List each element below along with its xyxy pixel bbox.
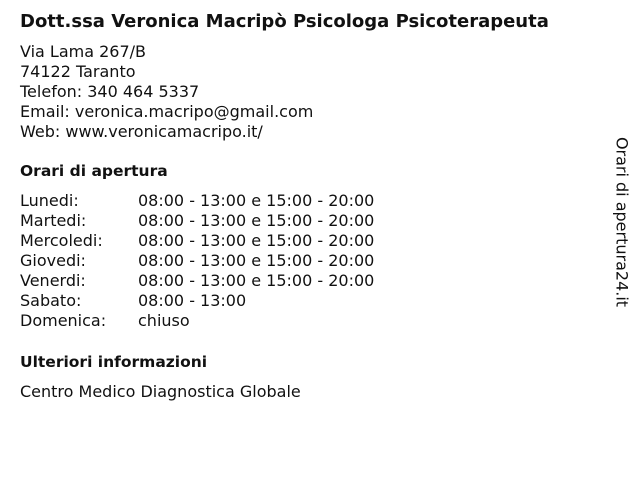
time-value: chiuso — [138, 311, 190, 330]
hours-row-wednesday — [20, 231, 610, 251]
hours-row-saturday — [20, 291, 610, 311]
business-card — [20, 10, 610, 402]
day-label: Venerdi: — [20, 271, 86, 290]
day-label: Mercoledi: — [20, 231, 103, 250]
day-label: Sabato: — [20, 291, 82, 310]
day-label: Domenica: — [20, 311, 107, 330]
business-name: Dott.ssa Veronica Macripò Psicologa Psicoterapeuta — [20, 11, 549, 32]
day-label: Giovedi: — [20, 251, 86, 270]
day-label: Martedi: — [20, 211, 87, 230]
hours-row-friday — [20, 271, 610, 291]
hours-table — [20, 191, 610, 331]
info-title: Ulteriori informazioni — [20, 353, 208, 371]
hours-title: Orari di apertura — [20, 162, 168, 180]
time-value: 08:00 - 13:00 e 15:00 - 20:00 — [138, 271, 375, 290]
hours-row-tuesday — [20, 211, 610, 231]
hours-row-sunday — [20, 311, 610, 331]
time-value: 08:00 - 13:00 e 15:00 - 20:00 — [138, 231, 375, 250]
brand-watermark: Orari di apertura24.it — [612, 136, 632, 308]
web-line: Web: www.veronicamacripo.it/ — [20, 122, 263, 141]
hours-row-thursday — [20, 251, 610, 271]
phone-line: Telefon: 340 464 5337 — [20, 82, 200, 101]
day-label: Lunedi: — [20, 191, 79, 210]
email-line: Email: veronica.macripo@gmail.com — [20, 102, 314, 121]
address-street: Via Lama 267/B — [20, 42, 147, 61]
time-value: 08:00 - 13:00 e 15:00 - 20:00 — [138, 191, 375, 210]
hours-row-monday — [20, 191, 610, 211]
time-value: 08:00 - 13:00 e 15:00 - 20:00 — [138, 211, 375, 230]
info-text: Centro Medico Diagnostica Globale — [20, 382, 301, 401]
time-value: 08:00 - 13:00 e 15:00 - 20:00 — [138, 251, 375, 270]
address-city: 74122 Taranto — [20, 62, 136, 81]
time-value: 08:00 - 13:00 — [138, 291, 247, 310]
